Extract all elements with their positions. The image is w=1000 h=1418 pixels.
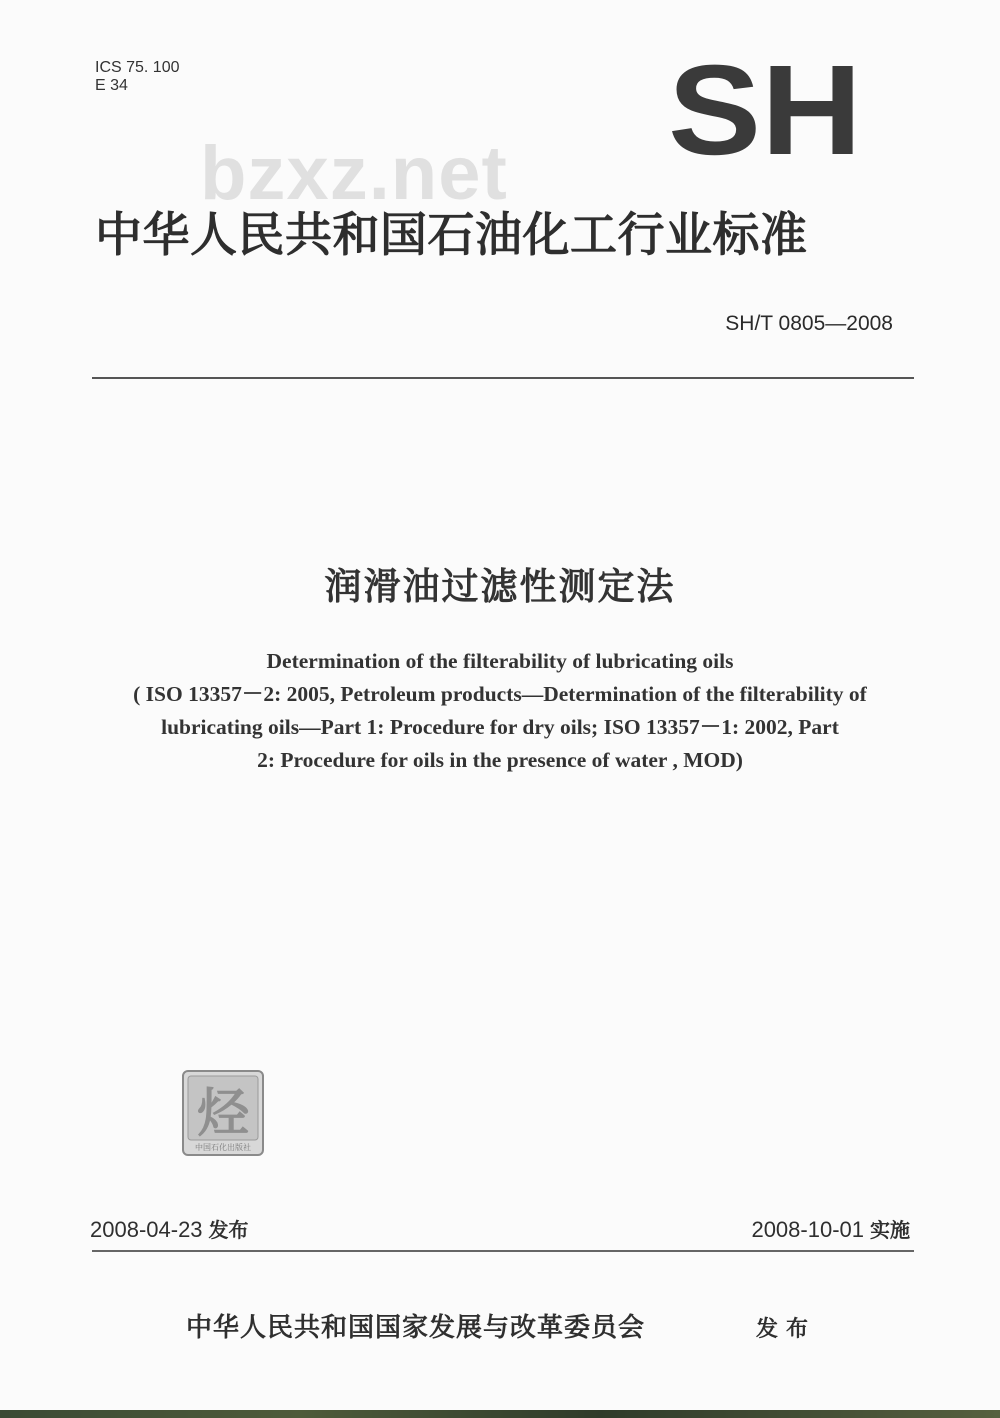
implement-date: 2008-10-01 (751, 1217, 864, 1242)
standard-category-title: 中华人民共和国石油化工行业标准 (95, 208, 808, 263)
issuer-action: 发布 (756, 1317, 817, 1342)
english-title-line: ( ISO 13357－2: 2005, Petroleum products—Determination of the filterability of (133, 682, 867, 706)
watermark: bzxz.net (200, 131, 508, 216)
implement-date-block (751, 1215, 910, 1245)
english-title-line: 2: Procedure for oils in the presence of water , MOD) (257, 748, 743, 772)
english-title-line: lubricating oils—Part 1: Procedure for dry oils; ISO 13357－1: 2002, Part (161, 715, 839, 739)
classification-codes (95, 59, 180, 95)
publish-date: 2008-04-23 (90, 1217, 203, 1242)
implement-label: 实施 (870, 1218, 910, 1242)
ccs-code: E 34 (95, 77, 128, 94)
sh-logo (666, 60, 864, 162)
standard-number: SH/T 0805—2008 (725, 312, 893, 335)
english-title-line: Determination of the filterability of lubricating oils (266, 649, 734, 673)
publisher-stamp (180, 1068, 266, 1158)
document-title-chinese: 润滑油过滤性测定法 (324, 565, 676, 608)
stamp-caption: 中国石化出版社 (195, 1143, 251, 1152)
ics-code: ICS 75. 100 (95, 59, 180, 76)
top-divider (92, 377, 914, 379)
stamp-character: 烃 (196, 1084, 250, 1144)
publish-label: 发布 (208, 1218, 249, 1242)
bottom-divider (92, 1250, 914, 1252)
issuing-authority: 中华人民共和国国家发展与改革委员会 (186, 1313, 646, 1343)
publish-date-block (90, 1215, 249, 1245)
sh-logo-text: SH (668, 60, 862, 162)
document-title-english (0, 645, 1000, 777)
page-bottom-edge (0, 1410, 1000, 1418)
